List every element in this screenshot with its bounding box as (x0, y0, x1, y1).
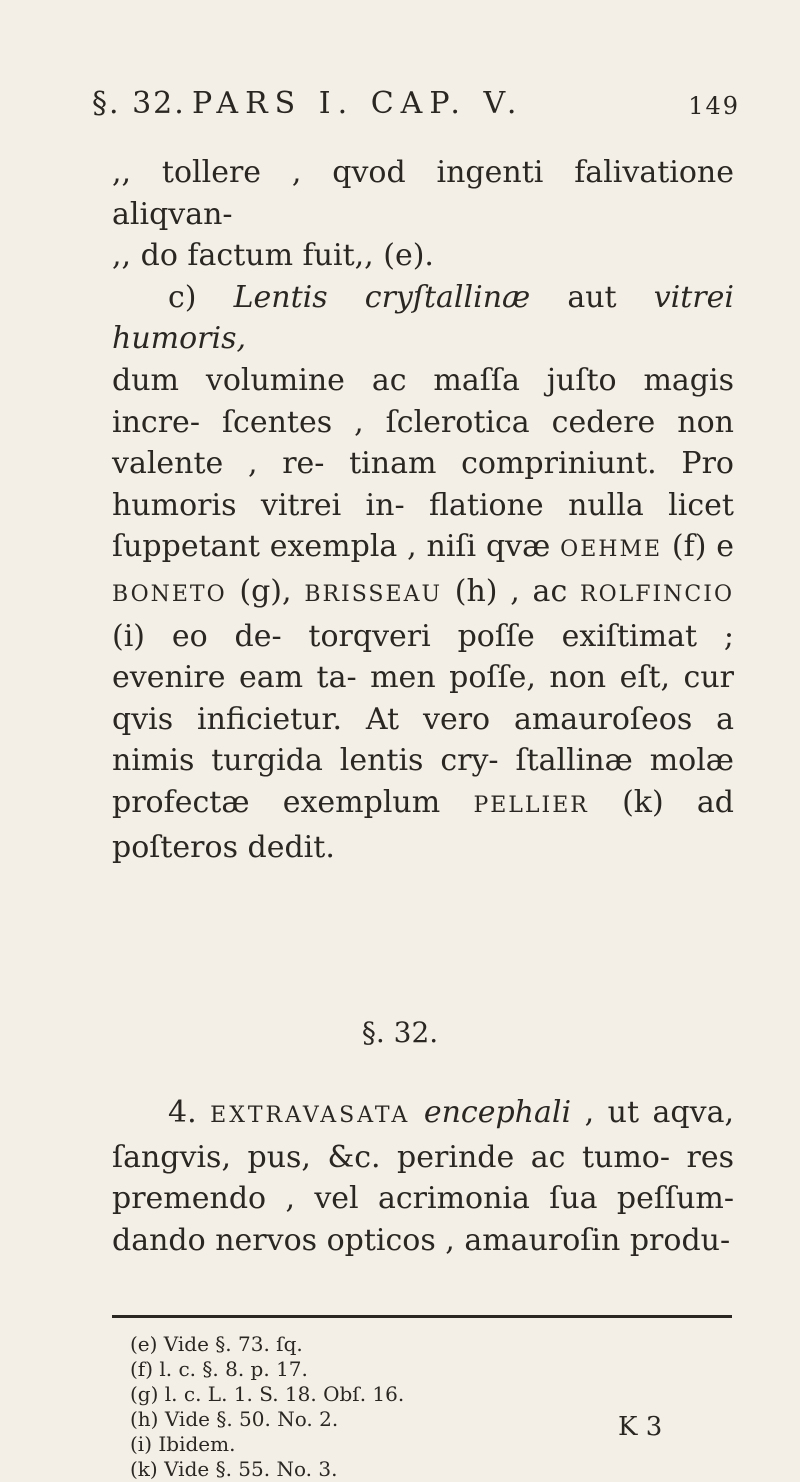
text-run (410, 1095, 424, 1130)
text-run-italic: vitrei humoris, (112, 279, 734, 357)
footnote: (g) l. c. L. 1. S. 18. Obſ. 16. (130, 1382, 405, 1406)
running-head (92, 86, 740, 126)
signature-mark: K 3 (618, 1412, 663, 1442)
text-line: ,, do factum fuit,, (e). (112, 238, 434, 274)
section-heading: §. 32. (361, 1016, 439, 1049)
footnote: (f) l. c. §. 8. p. 17. (130, 1357, 308, 1381)
text-run-italic: Lentis cryſtallinæ (233, 279, 531, 315)
footnote: (h) Vide §. 50. No. 2. (130, 1407, 339, 1431)
author-name: BRISSEAU (304, 581, 442, 607)
footnote: (i) Ibidem. (130, 1432, 236, 1456)
author-name: PELLIER (473, 792, 589, 818)
author-name: BONETO (112, 581, 227, 607)
keyword: EXTRAVASATA (210, 1103, 411, 1128)
text-run: , ut aqva, ſangvis, pus, &c. perinde ac tumo- res premendo , vel acrimonia ſua peſſum- dando nervos opticos , amauroſin produ- (112, 1095, 734, 1258)
text-line: ,, tollere , qvod ingenti falivatione aliqvan- (112, 155, 734, 232)
footnote-divider (112, 1315, 732, 1318)
text-run: (k) ad poſteros dedit. (112, 784, 734, 865)
text-run: (i) eo de- torqveri poſſe exiſtimat ; evenire eam ta- men poſſe, non eſt, cur qvis inficietur. At vero amauroſeos a nimis turgida lentis cry- ſtallinæ molæ profectæ exemplum (112, 618, 734, 820)
author-name: ROLFINCIO (580, 581, 734, 607)
running-head-title: PARS I. CAP. V. (192, 86, 524, 121)
running-head-section: §. 32. (92, 86, 186, 121)
text-run: (h) , ac (442, 573, 581, 609)
text-run: (f) e (662, 529, 734, 565)
text-block (112, 360, 734, 868)
text-line (112, 277, 734, 360)
text-run: 4. (168, 1095, 211, 1130)
author-name: OEHME (560, 537, 663, 563)
paragraph-1 (112, 152, 734, 868)
text-run: aut (530, 279, 654, 315)
footnotes (130, 1332, 404, 1482)
text-run: c) (168, 279, 234, 315)
paragraph-2 (112, 1092, 734, 1261)
text-run: dum volumine ac maſſa juſto magis incre- ſcentes , ſclerotica cedere non valente , re- tinam compriniunt. Pro humoris vitrei in- flatione nulla licet ſuppetant exempla , niſi qvæ (112, 362, 734, 565)
footnote: (e) Vide §. 73. ſq. (130, 1332, 303, 1356)
text-run: (g), (226, 573, 305, 609)
text-run-italic: encephali (423, 1095, 572, 1130)
footnote: (k) Vide §. 55. No. 3. (130, 1457, 338, 1481)
page-number: 149 (688, 92, 740, 120)
